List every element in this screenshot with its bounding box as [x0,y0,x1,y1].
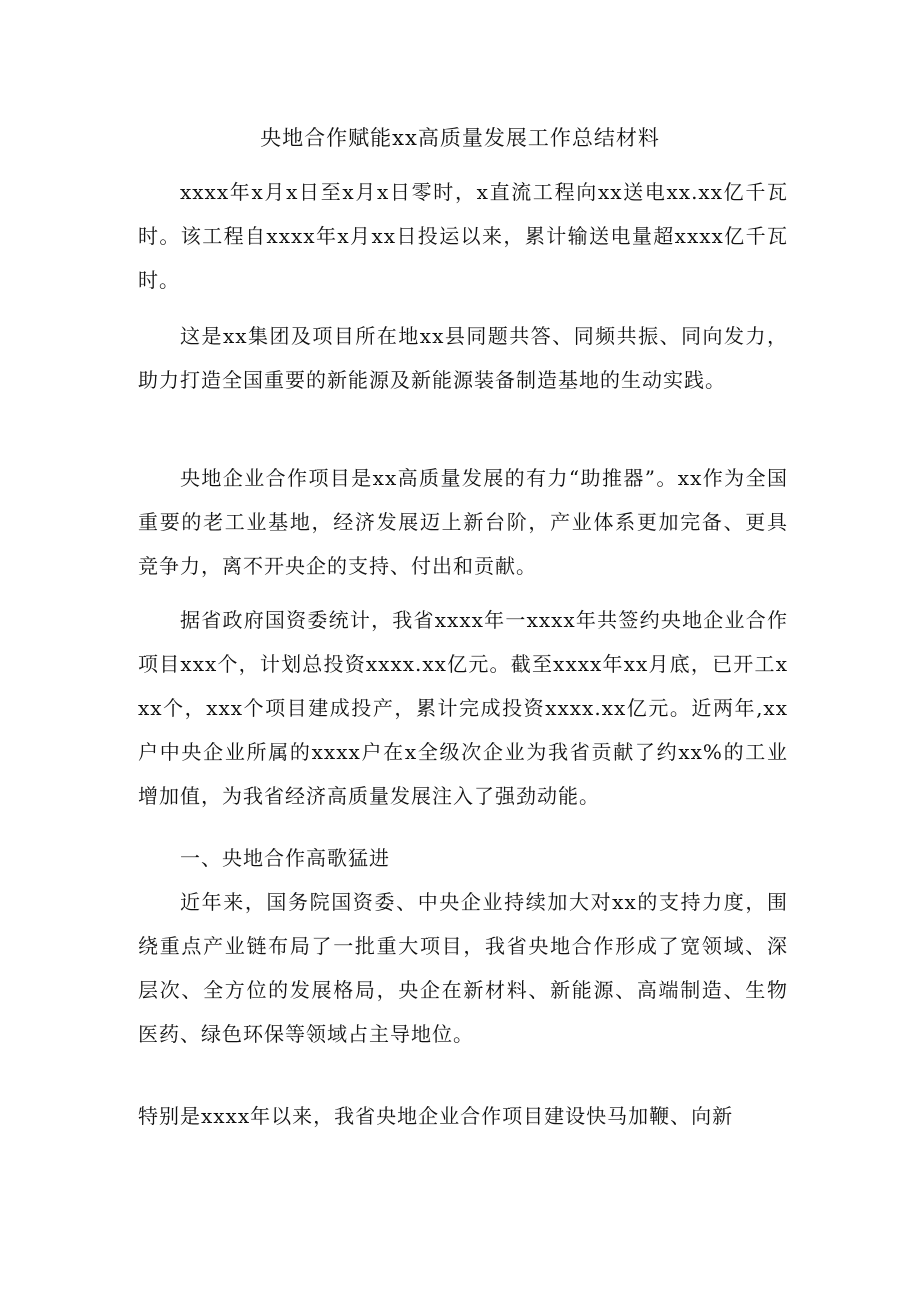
paragraph-booster: 央地企业合作项目是xx高质量发展的有力“助推器”。xx作为全国重要的老工业基地，经济发展迈上新台阶，产业体系更加完备、更具竞争力，离不开央企的支持、付出和贡献。 [138,466,788,578]
paragraph-power-transmission: xxxx年x月x日至x月x日零时，x直流工程向xx送电xx.xx亿千瓦时。该工程自xxxx年x月xx日投运以来，累计输送电量超xxxx亿千瓦时。 [138,180,788,292]
paragraph-statistics: 据省政府国资委统计，我省xxxx年一xxxx年共签约央地企业合作项目xxx个，计划总投资xxxx.xx亿元。截至xxxx年xx月底，已开工xxx个，xxx个项目建成投产，累计完成投资xxxx.xx亿元。近两年,xx户中央企业所属的xxxx户在x全级次企业为我省贡献了约xx%的工业增加值，为我省经济高质量发展注入了强劲动能。 [138,608,788,808]
document-title: 央地合作赋能xx高质量发展工作总结材料 [260,126,660,150]
paragraph-cooperation-practice: 这是xx集团及项目所在地xx县同题共答、同频共振、同向发力，助力打造全国重要的新能源及新能源装备制造基地的生动实践。 [138,324,788,392]
paragraph-recent-years: 近年来，国务院国资委、中央企业持续加大对xx的支持力度，围绕重点产业链布局了一批重大项目，我省央地合作形成了宽领域、深层次、全方位的发展格局，央企在新材料、新能源、高端制造、生物医药、绿色环保等领域占主导地位。 [138,890,788,1046]
section-heading: 一、央地合作高歌猛进 [180,846,390,870]
paragraph-especially: 特别是xxxx年以来，我省央地企业合作项目建设快马加鞭、向新 [138,1104,734,1128]
